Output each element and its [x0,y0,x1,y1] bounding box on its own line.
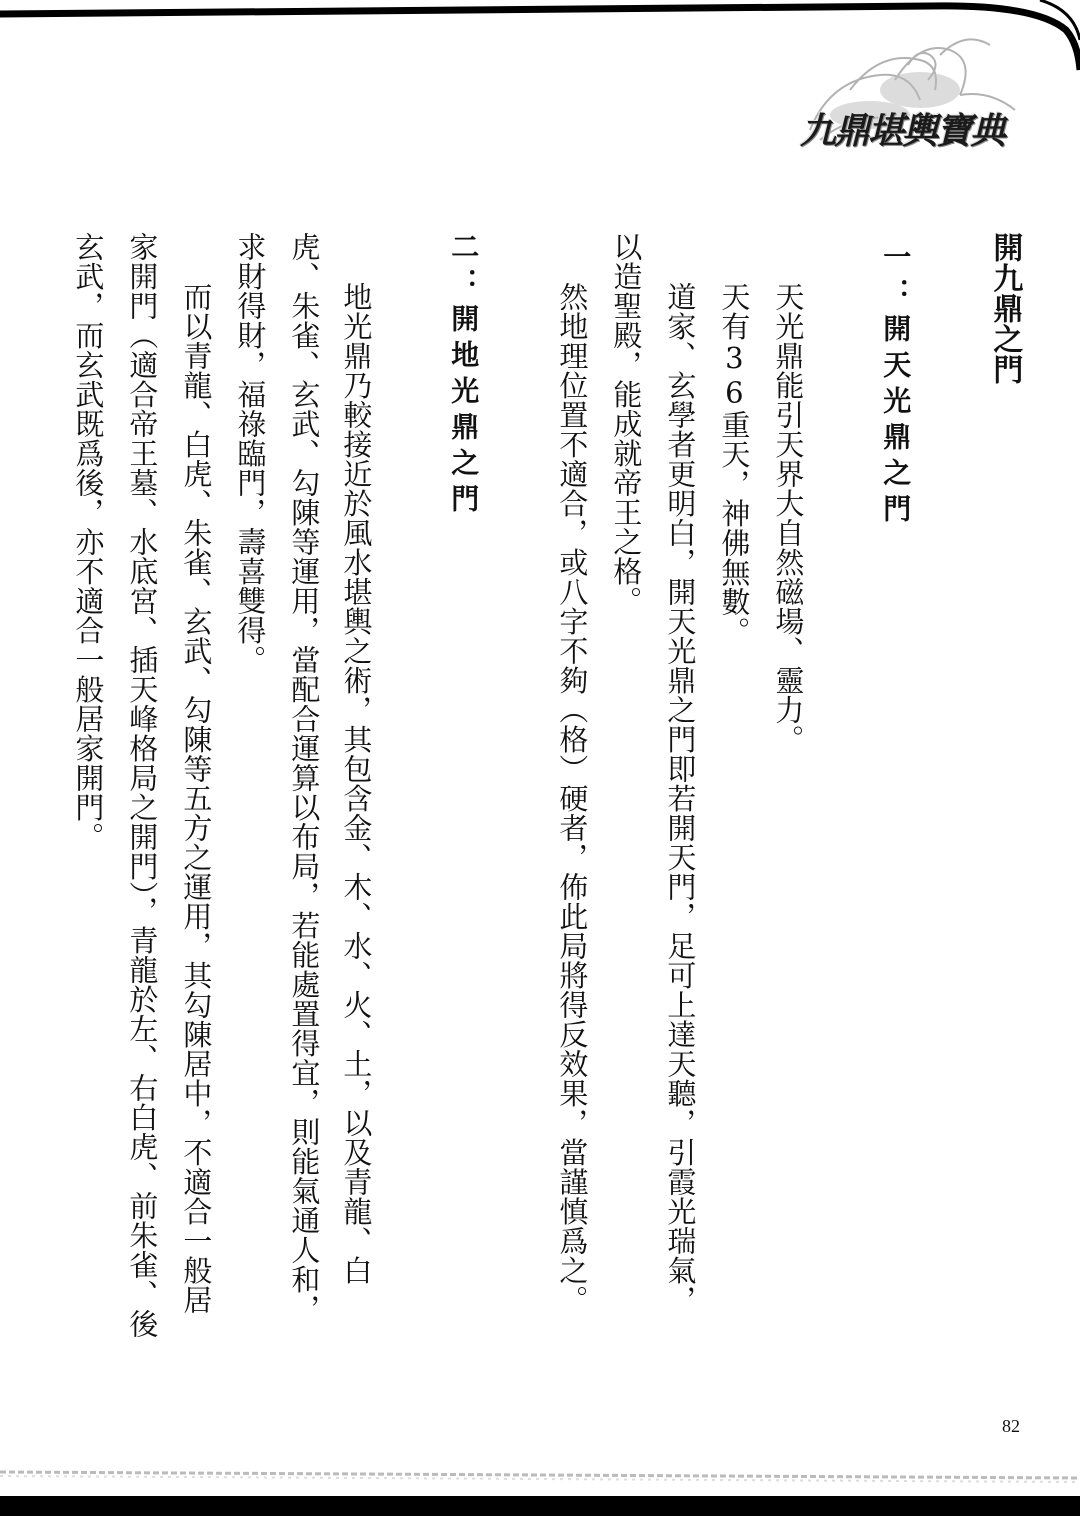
paragraph-line: 地光鼎乃較接近於風水堪輿之術，其包含金、木、水、火、土，以及青龍、白 [339,282,374,1285]
paragraph-line: 然地理位置不適合，或八字不夠（格）硬者，佈此局將得反效果，當謹慎爲之。 [555,282,590,1315]
paragraph-line: 而以青龍、白虎、朱雀、玄武、勾陳等五方之運用，其勾陳居中，不適合一般居 [179,282,214,1315]
paragraph-line: 天光鼎能引天界大自然磁場、靈力。 [771,282,806,754]
page-number: 82 [1002,1416,1020,1436]
paragraph-line: 玄武，而玄武既爲後，亦不適合一般居家開門。 [71,232,106,852]
paragraph-line: 道家、玄學者更明白，開天光鼎之門即若開天門，足可上達天聽，引霞光瑞氣， [663,282,698,1315]
bottom-border [0,1496,1080,1516]
paragraph-line: 天有36重天，神佛無數。 [717,282,752,646]
book-title: 九鼎堪輿寶典 [800,110,1005,152]
paragraph-line: 求財得財，福祿臨門，壽喜雙得。 [233,232,268,675]
phoenix-logo-icon [790,20,1060,190]
paragraph-line: 以造聖殿，能成就帝王之格。 [609,232,644,616]
section-heading-1: 一：開天光鼎之門 [879,242,913,530]
section-heading-2: 二：開地光鼎之門 [447,232,481,520]
paragraph-line: 虎、朱雀、玄武、勾陳等運用，當配合運算以布局，若能處置得宜，則能氣通人和， [287,232,322,1324]
chapter-title: 開九鼎之門 [987,232,1023,385]
bottom-scan-edge [0,1460,1080,1490]
paragraph-line: 家開門（適合帝王墓、水底宮、插天峰格局之開門），青龍於左、右白虎、前朱雀、後 [125,232,160,1339]
